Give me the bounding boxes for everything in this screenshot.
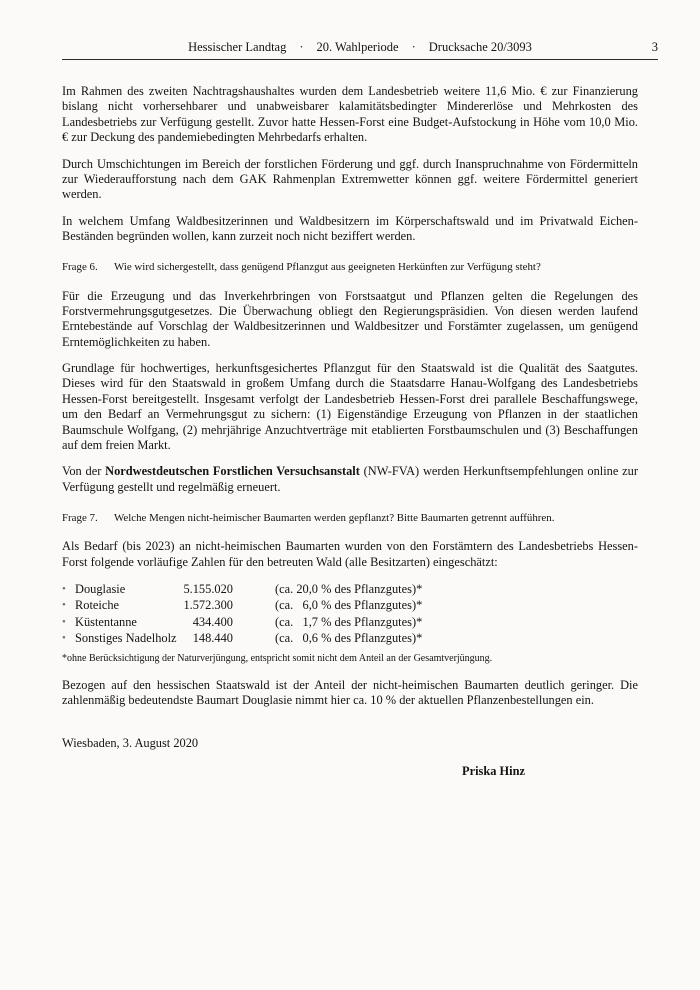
question-7 xyxy=(62,511,638,525)
plant-name: Sonstiges Nadelholz xyxy=(75,631,177,646)
paragraph-umfang: In welchem Umfang Waldbesitzerinnen und Waldbesitzern im Körperschaftswald und im Privatwald Eichen-Beständen begründen wollen, kann zurzeit noch nicht beziffert werden. xyxy=(62,213,638,243)
plant-value: 148.440 xyxy=(192,631,233,646)
list-item xyxy=(62,581,638,598)
header-institution: Hessischer Landtag xyxy=(188,40,287,54)
place-date: Wiesbaden, 3. August 2020 xyxy=(62,735,199,750)
paragraph-nwfva-suffix: (NW-FVA) werden Herkunftsempfehlungen online zur Verfügung gestellt und regelmäßig erneuert. xyxy=(62,464,638,494)
plant-share: (ca. 6,0 % des Pflanzgutes)* xyxy=(275,598,423,613)
bullet-icon: • xyxy=(62,599,66,612)
header-document-number: Drucksache 20/3093 xyxy=(428,40,532,54)
plant-name: Roteiche xyxy=(75,598,120,613)
plant-share: (ca. 1,7 % des Pflanzgutes)* xyxy=(275,614,423,629)
paragraph-bedarf: Als Bedarf (bis 2023) an nicht-heimischen Baumarten wurden von den Forstämtern des Landesbetriebs Hessen-Forst folgende vorläufige Zahlen für den betreuten Wald (alle Besitzarten) eingeschätzt: xyxy=(62,539,638,569)
header-rule xyxy=(62,59,658,60)
bullet-icon: • xyxy=(62,615,66,628)
plant-share: (ca. 20,0 % des Pflanzgutes)* xyxy=(275,581,423,596)
header-separator: · xyxy=(299,40,304,54)
question-6-text: Wie wird sichergestellt, dass genügend Pflanzgut aus geeigneten Herkünften zur Verfügung steht? xyxy=(114,261,541,274)
plant-value: 1.572.300 xyxy=(183,598,233,613)
question-7-text: Welche Mengen nicht-heimischer Baumarten werden gepflanzt? Bitte Baumarten getrennt aufführen. xyxy=(114,512,555,525)
question-7-label: Frage 7. xyxy=(62,512,98,525)
paragraph-nwfva xyxy=(62,464,638,495)
plant-value: 5.155.020 xyxy=(183,581,233,596)
paragraph-erzeugung: Für die Erzeugung und das Inverkehrbringen von Forstsaatgut und Pflanzen gelten die Regelungen des Forstvermehrungsgutgesetzes. Die Überwachung obliegt den Regierungspräsidien. Von diesen werden laufend Erntebestände auf Vorschlag der Waldbesitzerinnen und Waldbesitzer und Forstämter zugelassen, um genügend Erntemöglichkeiten zu haben. xyxy=(62,288,638,349)
document-body xyxy=(62,84,638,792)
list-item xyxy=(62,630,638,647)
paragraph-grundlage: Grundlage für hochwertiges, herkunftsgesichertes Pflanzgut für den Staatswald ist die Qualität des Saatgutes. Dieses wird für den Staatswald in großem Umfang durch die Staatsdarre Hanau-Wolfgang des Landesbetriebs Hessen-Forst bereitgestellt. Insgesamt verfolgt der Landesbetrieb Hessen-Forst drei parallele Beschaffungswege, um den Bedarf an Vermehrungsgut zu sichern: (1) Eigenständige Erzeugung von Pflanzen in der staatlichen Baumschule Wolfgang, (2) mehrjährige Anzuchtverträge mit etablierten Forstbaumschulen und (3) Beschaffungen auf dem freien Markt. xyxy=(62,361,638,452)
page-header xyxy=(62,40,658,60)
list-item xyxy=(62,614,638,631)
paragraph-umschichtungen: Durch Umschichtungen im Bereich der forstlichen Förderung und ggf. durch Inanspruchnahme von Fördermitteln zur Wiederaufforstung nach dem GAK Rahmenplan Extremwetter können ggf. weitere Fördermittel generiert werden. xyxy=(62,156,638,202)
paragraph-nwfva-bold: Nordwestdeutschen Forstlichen Versuchsanstalt xyxy=(105,464,360,479)
bullet-icon: • xyxy=(62,632,66,645)
question-6-label: Frage 6. xyxy=(62,261,98,274)
question-6 xyxy=(62,260,638,274)
paragraph-staatswald: Bezogen auf den hessischen Staatswald ist der Anteil der nicht-heimischen Baumarten deutlich geringer. Die zahlenmäßig bedeutendste Baumart Douglasie nimmt hier ca. 10 % der aktuellen Pflanzenbestellungen ein. xyxy=(62,677,638,708)
header-separator: · xyxy=(411,40,416,54)
plant-quantity-list xyxy=(62,581,638,647)
plant-name: Küstentanne xyxy=(75,614,137,629)
list-item xyxy=(62,597,638,614)
paragraph-nwfva-prefix: Von der xyxy=(62,464,106,479)
paragraph-budget: Im Rahmen des zweiten Nachtragshaushaltes wurden dem Landesbetrieb weitere 11,6 Mio. € zur Finanzierung bislang nicht vorhersehbarer und unabweisbarer kalamitätsbedingter Mindererlöse und Mehrkosten des Landesbetriebs zur Verfügung gestellt. Zuvor hatte Hessen-Forst eine Budget-Aufstockung in Höhe vom 10,0 Mio. € zur Deckung des pandemiebedingten Mehrbedarfs erhalten. xyxy=(62,84,638,145)
bullet-icon: • xyxy=(62,582,66,595)
page-number: 3 xyxy=(651,40,658,54)
plant-value: 434.400 xyxy=(192,614,233,629)
plant-name: Douglasie xyxy=(75,581,126,596)
plant-share: (ca. 0,6 % des Pflanzgutes)* xyxy=(275,631,423,646)
header-title-line xyxy=(62,40,658,55)
header-legislative-period: 20. Wahlperiode xyxy=(316,40,399,54)
signature: Priska Hinz xyxy=(462,764,525,779)
footnote: *ohne Berücksichtigung der Naturverjüngung, entspricht somit nicht dem Anteil an der Gesamtverjüngung. xyxy=(62,652,493,664)
